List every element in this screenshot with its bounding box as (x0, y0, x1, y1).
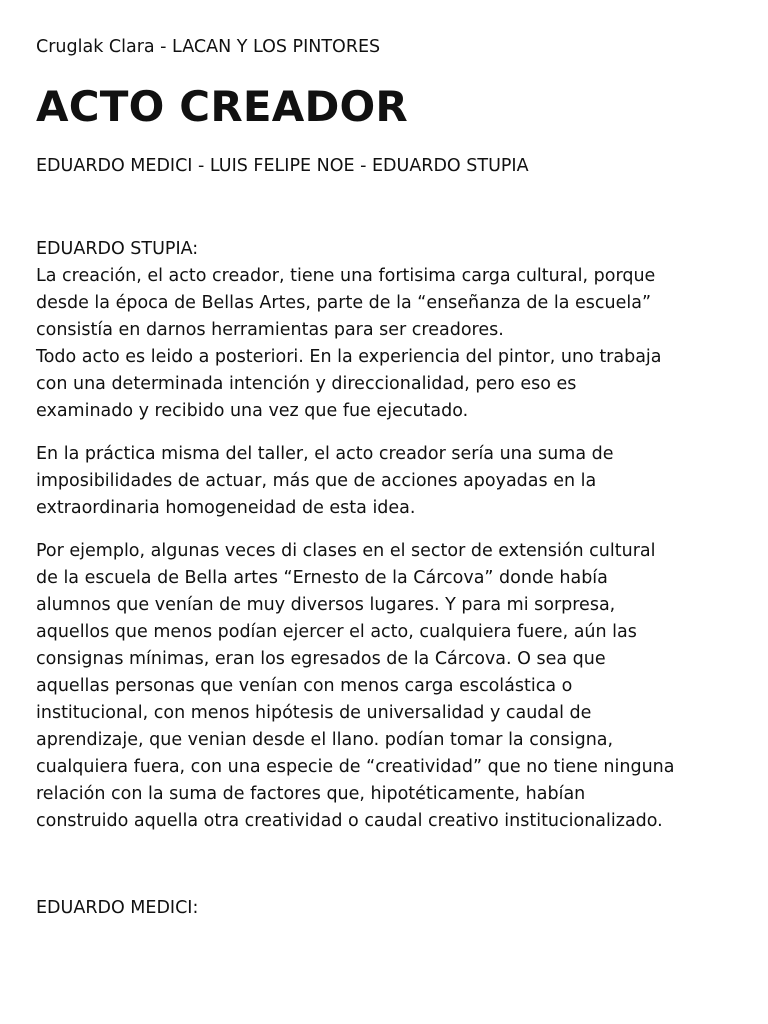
document-title: ACTO CREADOR (36, 82, 408, 131)
paragraph-line: La creación, el acto creador, tiene una fortisima carga cultural, porque (36, 266, 656, 286)
paragraph-line: alumnos que venían de muy diversos lugares. Y para mi sorpresa, (36, 595, 616, 615)
paragraph-line: consistía en darnos herramientas para ser creadores. (36, 320, 504, 340)
paragraph-line: con una determinada intención y direccionalidad, pero eso es (36, 374, 577, 394)
paragraph-ejemplo (36, 538, 736, 835)
paragraph-line: aquellas personas que venían con menos carga escolástica o (36, 676, 573, 696)
paragraph-line: cualquiera fuera, con una especie de “creatividad” que no tiene ninguna (36, 757, 675, 777)
paragraph-line: aquellos que menos podían ejercer el acto, cualquiera fuere, aún las (36, 622, 637, 642)
paragraph-line: aprendizaje, que venian desde el llano. podían tomar la consigna, (36, 730, 614, 750)
paragraph-line: construido aquella otra creatividad o caudal creativo institucionalizado. (36, 811, 663, 831)
paragraph-line: relación con la suma de factores que, hipotéticamente, habían (36, 784, 586, 804)
section-stupia (36, 236, 736, 425)
speaker-label: EDUARDO MEDICI: (36, 898, 199, 918)
section-medici (36, 895, 736, 922)
paragraph-line: Todo acto es leido a posteriori. En la experiencia del pintor, uno trabaja (36, 347, 662, 367)
paragraph-line: consignas mínimas, eran los egresados de la Cárcova. O sea que (36, 649, 606, 669)
speaker-label: EDUARDO STUPIA: (36, 239, 199, 259)
paragraph-line: Por ejemplo, algunas veces di clases en el sector de extensión cultural (36, 541, 656, 561)
paragraph-line: desde la época de Bellas Artes, parte de la “enseñanza de la escuela” (36, 293, 652, 313)
document-authors: EDUARDO MEDICI - LUIS FELIPE NOE - EDUARDO STUPIA (36, 156, 529, 176)
document-header: Cruglak Clara - LACAN Y LOS PINTORES (36, 37, 381, 57)
paragraph-line: institucional, con menos hipótesis de universalidad y caudal de (36, 703, 592, 723)
paragraph-practica (36, 441, 736, 522)
paragraph-line: examinado y recibido una vez que fue ejecutado. (36, 401, 469, 421)
paragraph-line: imposibilidades de actuar, más que de acciones apoyadas en la (36, 471, 597, 491)
paragraph-line: extraordinaria homogeneidad de esta idea. (36, 498, 416, 518)
paragraph-line: de la escuela de Bella artes “Ernesto de la Cárcova” donde había (36, 568, 608, 588)
paragraph-line: En la práctica misma del taller, el acto creador sería una suma de (36, 444, 614, 464)
